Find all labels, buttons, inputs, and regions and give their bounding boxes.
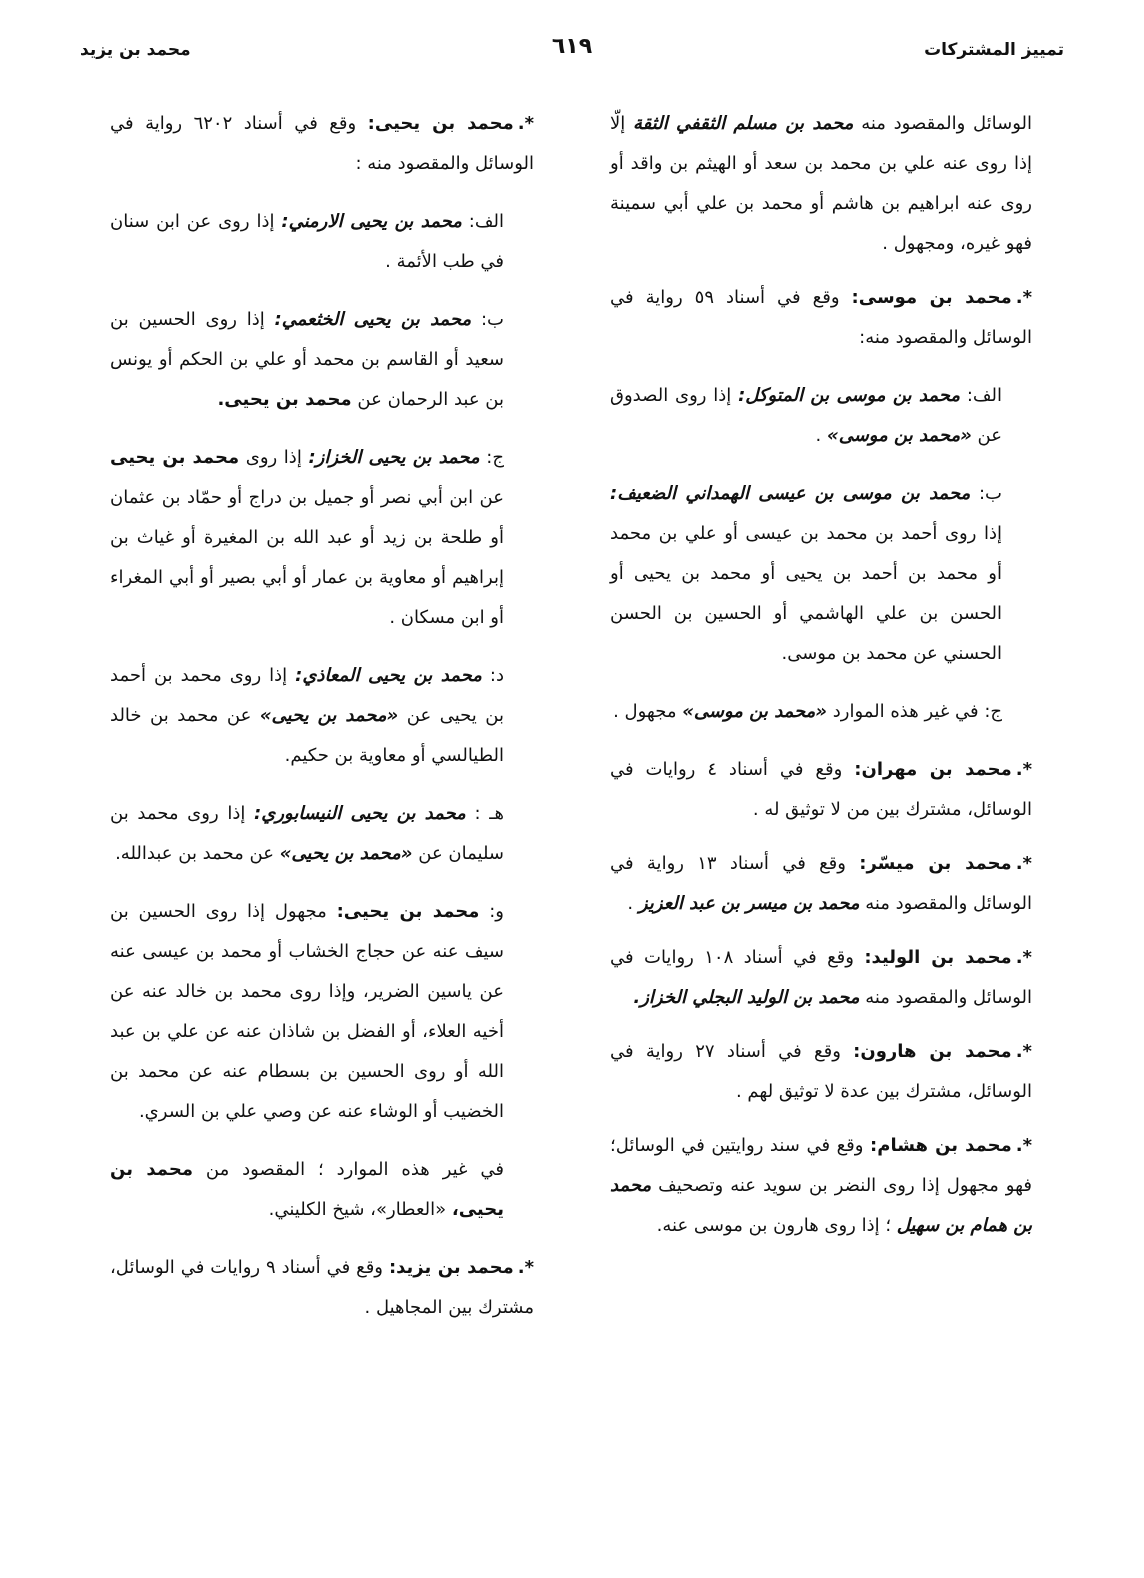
entry-text: الوسائل والمقصود منه bbox=[861, 113, 1032, 134]
entry-bold-name: محمد بن ميسر بن عبد العزيز bbox=[638, 893, 860, 914]
sub-entry-ba bbox=[110, 300, 534, 420]
sub-label: و: bbox=[489, 901, 504, 922]
entry-muhammad-bin-al-walid bbox=[610, 938, 1032, 1018]
entry-text: وقع في أسناد ٩ روايات في الوسائل، مشترك بين المجاهيل . bbox=[110, 1257, 534, 1318]
sub-entry-ha bbox=[110, 794, 534, 874]
entry-muhammad-bin-mihran bbox=[610, 750, 1032, 830]
sub-label: ب: bbox=[480, 309, 504, 330]
sub-ref: «محمد بن موسى» bbox=[682, 701, 828, 722]
sub-label: الف: bbox=[468, 211, 504, 232]
header-entry-title: محمد بن يزيد bbox=[80, 40, 191, 60]
sub-label: الف: bbox=[966, 385, 1002, 406]
entry-name: محمد بن هارون: bbox=[853, 1041, 1012, 1062]
sub-name: محمد بن يحيى الخثعمي: bbox=[274, 309, 472, 330]
sub-end: عن محمد بن خالد الطيالسي أو معاوية بن حكيم. bbox=[110, 705, 504, 766]
entry-text: وقع في سند روايتين في الوسائل؛ فهو مجهول إذا روى النضر بن سويد عنه وتصحيف bbox=[610, 1135, 1032, 1196]
entry-muhammad-bin-yazid bbox=[110, 1248, 534, 1328]
sub-label: هـ : bbox=[474, 803, 504, 824]
sub-end: «العطار»، شيخ الكليني. bbox=[268, 1199, 447, 1220]
entry-name: محمد بن ميسّر: bbox=[859, 853, 1012, 874]
entry-name: محمد بن يزيد: bbox=[388, 1257, 514, 1278]
right-column bbox=[610, 104, 1032, 1260]
sub-bold-name: محمد بن يحيى. bbox=[217, 389, 352, 410]
entry-bold-name: محمد بن مسلم الثقفي الثقة bbox=[633, 113, 854, 134]
sub-entry-remaining bbox=[110, 1150, 534, 1230]
star-icon: *. bbox=[1015, 1135, 1032, 1156]
sub-end: . bbox=[815, 425, 822, 446]
star-icon: *. bbox=[1015, 1041, 1032, 1062]
entry-muhammad-bin-musa bbox=[610, 278, 1032, 358]
entry-text: وقع في أسناد ١٣ رواية في الوسائل والمقصود منه bbox=[610, 853, 1032, 914]
sub-label: ج: bbox=[486, 447, 504, 468]
entry-text: وقع في أسناد ٦٢٠٢ رواية في الوسائل والمقصود منه : bbox=[110, 113, 534, 174]
page-number: ٦١٩ bbox=[551, 34, 593, 59]
sub-entry-waw bbox=[110, 892, 534, 1132]
sub-text: إذا روى عن ابن سنان في طب الأئمة . bbox=[110, 211, 504, 272]
sub-text: إذا روى bbox=[245, 447, 302, 468]
entry-muhammad-bin-harun bbox=[610, 1032, 1032, 1112]
left-column bbox=[110, 104, 534, 1342]
sub-entry-dal bbox=[110, 656, 534, 776]
entry-name: محمد بن موسى: bbox=[851, 287, 1012, 308]
sub-text: في غير هذه الموارد ؛ المقصود من bbox=[205, 1159, 504, 1180]
sub-text: إذا روى الصدوق عن bbox=[610, 385, 1002, 446]
header-book-title: تمييز المشتركات bbox=[924, 40, 1064, 60]
entry-name: محمد بن مهران: bbox=[854, 759, 1012, 780]
sub-name: محمد بن موسى بن عيسى الهمداني الضعيف: bbox=[610, 483, 971, 504]
sub-entry-alif bbox=[110, 202, 534, 282]
star-icon: *. bbox=[1015, 759, 1032, 780]
sub-end: عن محمد بن عبدالله. bbox=[115, 843, 274, 864]
sub-name: محمد بن يحيى النيسابوري: bbox=[254, 803, 466, 824]
sub-entry-alif bbox=[610, 376, 1032, 456]
sub-bold-name: محمد بن يحيى bbox=[110, 447, 240, 468]
entry-name: محمد بن هشام: bbox=[870, 1135, 1012, 1156]
sub-text: في غير هذه الموارد bbox=[832, 701, 979, 722]
sub-name: محمد بن يحيى المعاذي: bbox=[295, 665, 482, 686]
sub-label: ج: bbox=[984, 701, 1002, 722]
sub-end: مجهول . bbox=[613, 701, 677, 722]
sub-entry-ba bbox=[610, 474, 1032, 674]
sub-label: د: bbox=[489, 665, 504, 686]
entry-bold-name: محمد بن الوليد البجلي الخزاز. bbox=[633, 987, 860, 1008]
entry-muhammad-bin-yahya bbox=[110, 104, 534, 184]
entry-name: محمد بن يحيى: bbox=[367, 113, 514, 134]
star-icon: *. bbox=[517, 113, 534, 134]
sub-text: إذا روى أحمد بن محمد بن عيسى أو علي بن محمد أو محمد بن أحمد بن يحيى أو محمد بن يحيى أو الحسن بن علي الهاشمي أو الحسين بن الحسن الحسني عن محمد بن موسى. bbox=[610, 523, 1002, 664]
entry-text: وقع في أسناد ٤ روايات في الوسائل، مشترك بين من لا توثيق له . bbox=[610, 759, 1032, 820]
star-icon: *. bbox=[1015, 287, 1032, 308]
sub-text: إذا روى محمد بن أحمد بن يحيى عن bbox=[110, 665, 504, 726]
entry-continuation bbox=[610, 104, 1032, 264]
sub-name: محمد بن موسى بن المتوكل: bbox=[738, 385, 961, 406]
entry-name: محمد بن الوليد: bbox=[864, 947, 1012, 968]
sub-entry-jim bbox=[110, 438, 534, 638]
sub-name: محمد بن يحيى الارمني: bbox=[281, 211, 462, 232]
entry-end: ؛ إذا روى هارون بن موسى عنه. bbox=[656, 1215, 892, 1236]
sub-ref: «محمد بن يحيى» bbox=[279, 843, 413, 864]
sub-ref: «محمد بن موسى» bbox=[827, 425, 972, 446]
sub-bold-name: محمد بن يحيى، bbox=[110, 1159, 504, 1220]
entry-text: وقع في أسناد ٥٩ رواية في الوسائل والمقصود منه: bbox=[610, 287, 1032, 348]
sub-ref: «محمد بن يحيى» bbox=[259, 705, 399, 726]
star-icon: *. bbox=[1015, 947, 1032, 968]
entry-muhammad-bin-hisham bbox=[610, 1126, 1032, 1246]
entry-text: وقع في أسناد ٢٧ رواية في الوسائل، مشترك بين عدة لا توثيق لهم . bbox=[610, 1041, 1032, 1102]
entry-text: وقع في أسناد ١٠٨ روايات في الوسائل والمقصود منه bbox=[610, 947, 1032, 1008]
entry-bold-name: محمد بن همام بن سهيل bbox=[610, 1175, 1032, 1236]
entry-end: . bbox=[627, 893, 634, 914]
running-header bbox=[80, 34, 1064, 74]
sub-text: إذا روى محمد بن سليمان عن bbox=[110, 803, 504, 864]
sub-text: مجهول إذا روى الحسين بن سيف عنه عن حجاج الخشاب أو محمد بن عيسى عنه عن ياسين الضرير، وإذا روى محمد بن خالد عنه عن أخيه العلاء، أو الفضل بن شاذان عنه عن علي بن عبد الله أو روى الحسين بن بسطام عنه عن محمد بن الخضيب أو الوشاء عنه عن وصي علي بن السري. bbox=[110, 901, 504, 1122]
sub-text: إذا روى الحسين بن سعيد أو القاسم بن محمد أو علي بن الحكم أو يونس بن عبد الرحمان عن bbox=[110, 309, 504, 410]
sub-name: محمد بن يحيى: bbox=[336, 901, 480, 922]
star-icon: *. bbox=[1015, 853, 1032, 874]
sub-entry-jim bbox=[610, 692, 1032, 732]
sub-name: محمد بن يحيى الخزاز: bbox=[308, 447, 480, 468]
sub-text: عن ابن أبي نصر أو جميل بن دراج أو حمّاد بن عثمان أو طلحة بن زيد أو عبد الله بن المغيرة أو غياث بن إبراهيم أو معاوية بن عمار أو أبي بصير أو أبي المغراء أو ابن مسكان . bbox=[110, 487, 504, 628]
star-icon: *. bbox=[517, 1257, 534, 1278]
sub-label: ب: bbox=[978, 483, 1002, 504]
entry-text: إلّا إذا روى عنه علي بن محمد بن سعد أو الهيثم بن واقد أو روى عنه ابراهيم بن هاشم أو محمد بن علي أبي سمينة فهو غيره، ومجهول . bbox=[610, 113, 1032, 254]
entry-muhammad-bin-muyassar bbox=[610, 844, 1032, 924]
